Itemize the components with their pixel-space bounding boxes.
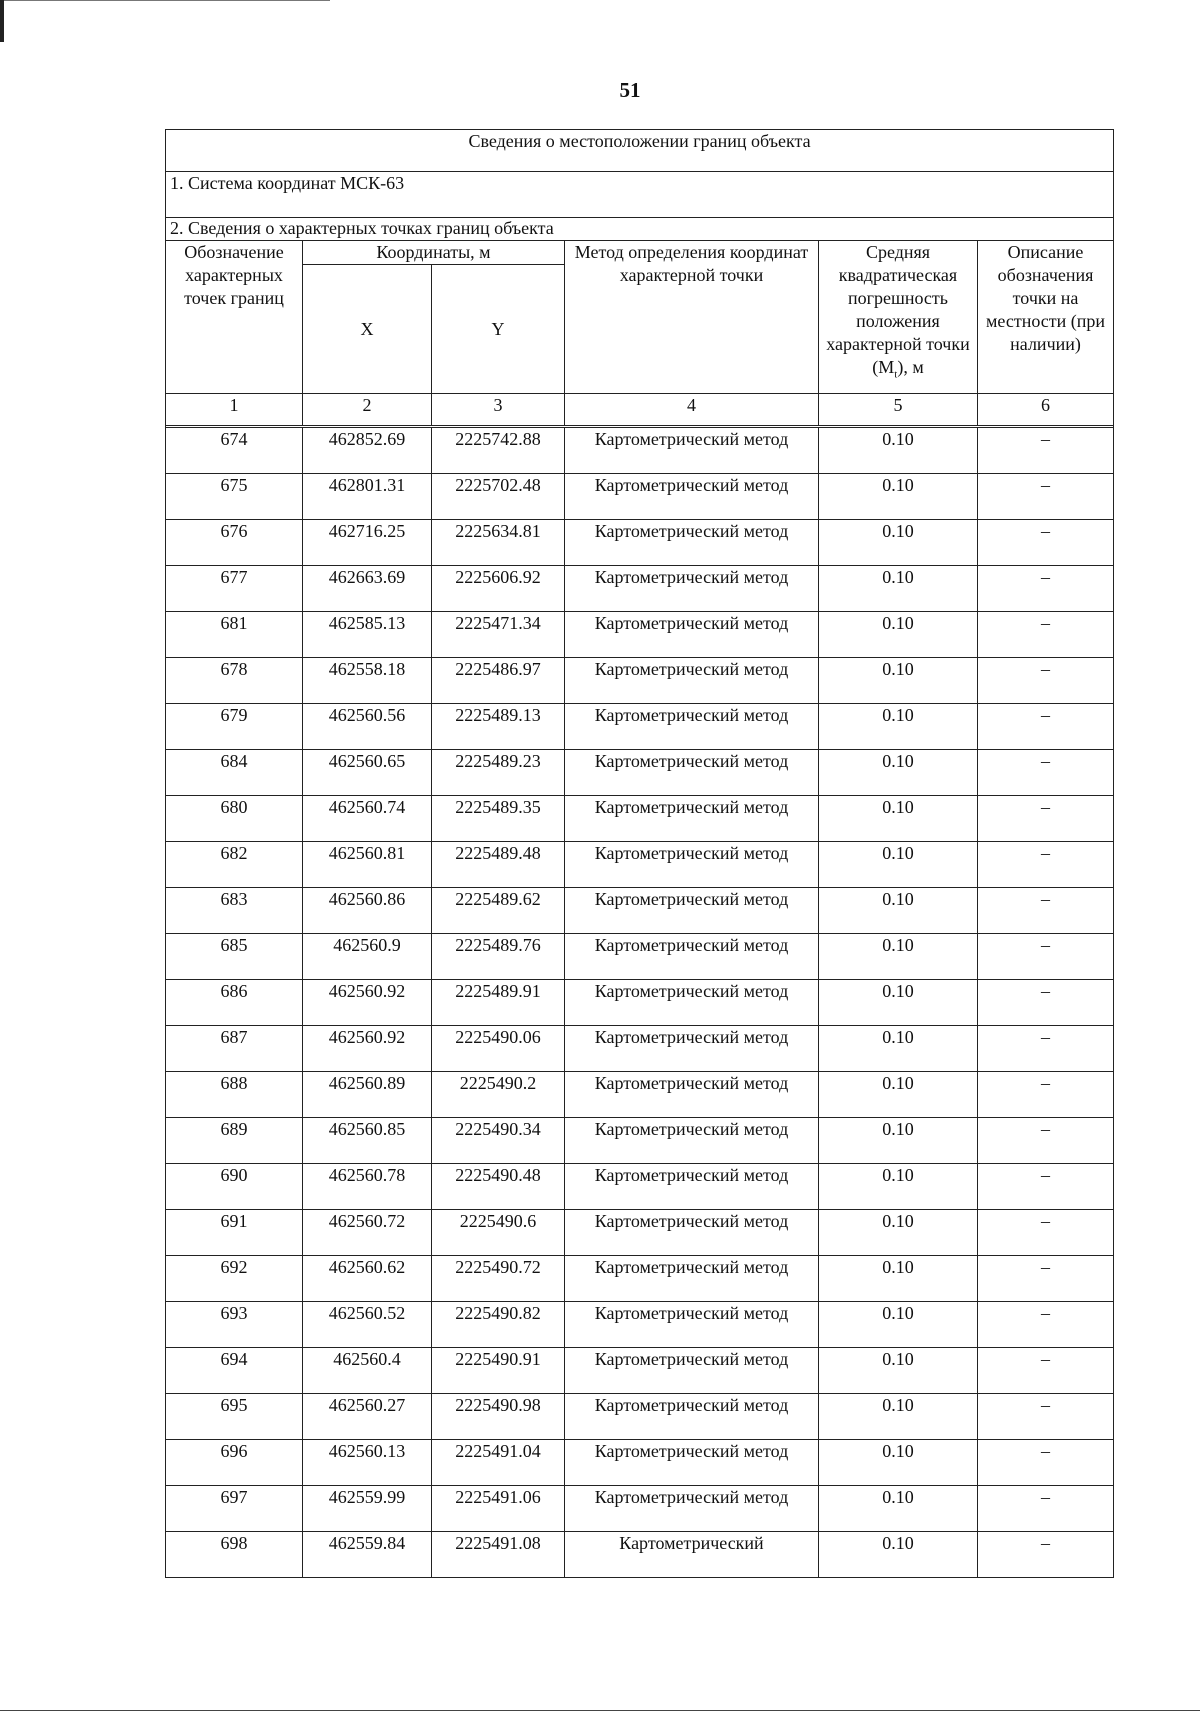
error-cell: 0.10	[819, 934, 978, 980]
x-cell: 462560.52	[303, 1302, 432, 1348]
error-cell: 0.10	[819, 612, 978, 658]
error-cell: 0.10	[819, 842, 978, 888]
table-row	[166, 1256, 1114, 1302]
column-number: 2	[303, 394, 432, 426]
method-cell: Картометрический метод	[565, 750, 819, 796]
y-cell: 2225489.13	[432, 704, 565, 750]
header-point-designation: Обозначение характерных точек границ	[166, 241, 303, 394]
error-cell: 0.10	[819, 1026, 978, 1072]
point-cell: 687	[166, 1026, 303, 1072]
method-cell: Картометрический метод	[565, 1440, 819, 1486]
y-cell: 2225489.91	[432, 980, 565, 1026]
page-number: 51	[619, 78, 641, 102]
description-cell: –	[978, 612, 1114, 658]
method-cell: Картометрический метод	[565, 1302, 819, 1348]
point-cell: 685	[166, 934, 303, 980]
table-row	[166, 428, 1114, 474]
description-cell: –	[978, 520, 1114, 566]
coordinate-system: 1. Система координат МСК-63	[166, 172, 1114, 218]
y-cell: 2225490.48	[432, 1164, 565, 1210]
point-cell: 698	[166, 1532, 303, 1578]
error-cell: 0.10	[819, 566, 978, 612]
method-cell: Картометрический	[565, 1532, 819, 1578]
column-number: 1	[166, 394, 303, 426]
x-cell: 462560.4	[303, 1348, 432, 1394]
y-cell: 2225490.91	[432, 1348, 565, 1394]
error-cell: 0.10	[819, 796, 978, 842]
y-cell: 2225489.62	[432, 888, 565, 934]
x-cell: 462852.69	[303, 428, 432, 474]
x-cell: 462560.65	[303, 750, 432, 796]
point-cell: 690	[166, 1164, 303, 1210]
point-cell: 688	[166, 1072, 303, 1118]
y-cell: 2225471.34	[432, 612, 565, 658]
y-cell: 2225606.92	[432, 566, 565, 612]
method-cell: Картометрический метод	[565, 980, 819, 1026]
x-cell: 462560.78	[303, 1164, 432, 1210]
x-cell: 462560.92	[303, 1026, 432, 1072]
section-heading: 2. Сведения о характерных точках границ объекта	[166, 218, 1114, 241]
header-y: Y	[432, 265, 565, 394]
header-description: Описание обозначения точки на местности (при наличии)	[978, 241, 1114, 394]
y-cell: 2225490.6	[432, 1210, 565, 1256]
table-row	[166, 474, 1114, 520]
x-cell: 462560.72	[303, 1210, 432, 1256]
x-cell: 462560.92	[303, 980, 432, 1026]
error-cell: 0.10	[819, 888, 978, 934]
point-cell: 681	[166, 612, 303, 658]
y-cell: 2225491.04	[432, 1440, 565, 1486]
method-cell: Картометрический метод	[565, 1348, 819, 1394]
error-cell: 0.10	[819, 474, 978, 520]
table-row	[166, 1210, 1114, 1256]
method-cell: Картометрический метод	[565, 566, 819, 612]
y-cell: 2225489.76	[432, 934, 565, 980]
table-row	[166, 658, 1114, 704]
description-cell: –	[978, 1486, 1114, 1532]
error-cell: 0.10	[819, 750, 978, 796]
description-cell: –	[978, 1348, 1114, 1394]
y-cell: 2225489.35	[432, 796, 565, 842]
y-cell: 2225489.48	[432, 842, 565, 888]
method-cell: Картометрический метод	[565, 474, 819, 520]
x-cell: 462558.18	[303, 658, 432, 704]
point-cell: 696	[166, 1440, 303, 1486]
scan-edge-mark	[0, 0, 4, 42]
method-cell: Картометрический метод	[565, 888, 819, 934]
x-cell: 462560.27	[303, 1394, 432, 1440]
scan-top-rule	[0, 0, 330, 1]
point-cell: 697	[166, 1486, 303, 1532]
y-cell: 2225702.48	[432, 474, 565, 520]
x-cell: 462560.9	[303, 934, 432, 980]
description-cell: –	[978, 1118, 1114, 1164]
description-cell: –	[978, 1256, 1114, 1302]
description-cell: –	[978, 1302, 1114, 1348]
table-row	[166, 796, 1114, 842]
error-cell: 0.10	[819, 1440, 978, 1486]
x-cell: 462560.81	[303, 842, 432, 888]
y-cell: 2225634.81	[432, 520, 565, 566]
method-cell: Картометрический метод	[565, 612, 819, 658]
table-row	[166, 1394, 1114, 1440]
description-cell: –	[978, 750, 1114, 796]
method-cell: Картометрический метод	[565, 704, 819, 750]
method-cell: Картометрический метод	[565, 1486, 819, 1532]
x-cell: 462560.74	[303, 796, 432, 842]
error-cell: 0.10	[819, 1210, 978, 1256]
point-cell: 675	[166, 474, 303, 520]
description-cell: –	[978, 474, 1114, 520]
y-cell: 2225486.97	[432, 658, 565, 704]
method-cell: Картометрический метод	[565, 658, 819, 704]
method-cell: Картометрический метод	[565, 428, 819, 474]
method-cell: Картометрический метод	[565, 934, 819, 980]
description-cell: –	[978, 428, 1114, 474]
error-cell: 0.10	[819, 1164, 978, 1210]
x-cell: 462663.69	[303, 566, 432, 612]
y-cell: 2225491.06	[432, 1486, 565, 1532]
column-number: 3	[432, 394, 565, 426]
error-cell: 0.10	[819, 428, 978, 474]
header-error: Средняя квадратическая погрешность положения характерной точки $(M_t)$, м	[819, 241, 978, 394]
description-cell: –	[978, 566, 1114, 612]
x-cell: 462560.86	[303, 888, 432, 934]
x-cell: 462560.13	[303, 1440, 432, 1486]
description-cell: –	[978, 1394, 1114, 1440]
table-row	[166, 1026, 1114, 1072]
description-cell: –	[978, 658, 1114, 704]
header-coordinates: Координаты, м	[303, 241, 565, 265]
table-row	[166, 1164, 1114, 1210]
x-cell: 462559.84	[303, 1532, 432, 1578]
method-cell: Картометрический метод	[565, 520, 819, 566]
y-cell: 2225490.34	[432, 1118, 565, 1164]
error-cell: 0.10	[819, 704, 978, 750]
point-cell: 689	[166, 1118, 303, 1164]
table-row	[166, 566, 1114, 612]
point-cell: 683	[166, 888, 303, 934]
table-row	[166, 1072, 1114, 1118]
point-cell: 691	[166, 1210, 303, 1256]
error-cell: 0.10	[819, 1072, 978, 1118]
method-cell: Картометрический метод	[565, 796, 819, 842]
point-cell: 680	[166, 796, 303, 842]
y-cell: 2225491.08	[432, 1532, 565, 1578]
error-cell: 0.10	[819, 1118, 978, 1164]
table-title: Сведения о местоположении границ объекта	[166, 130, 1114, 172]
y-cell: 2225490.72	[432, 1256, 565, 1302]
x-cell: 462560.56	[303, 704, 432, 750]
error-cell: 0.10	[819, 1348, 978, 1394]
x-cell: 462559.99	[303, 1486, 432, 1532]
error-cell: 0.10	[819, 1486, 978, 1532]
boundary-points-table	[165, 129, 1114, 1578]
point-cell: 686	[166, 980, 303, 1026]
table-row	[166, 934, 1114, 980]
method-cell: Картометрический метод	[565, 1118, 819, 1164]
description-cell: –	[978, 842, 1114, 888]
table-row	[166, 1302, 1114, 1348]
table-row	[166, 888, 1114, 934]
x-cell: 462560.62	[303, 1256, 432, 1302]
method-cell: Картометрический метод	[565, 1256, 819, 1302]
description-cell: –	[978, 980, 1114, 1026]
description-cell: –	[978, 888, 1114, 934]
x-cell: 462560.89	[303, 1072, 432, 1118]
scan-bottom-rule	[0, 1710, 1200, 1711]
method-cell: Картометрический метод	[565, 1210, 819, 1256]
table-row	[166, 1118, 1114, 1164]
point-cell: 695	[166, 1394, 303, 1440]
table-row	[166, 980, 1114, 1026]
description-cell: –	[978, 1164, 1114, 1210]
description-cell: –	[978, 1072, 1114, 1118]
table-row	[166, 1440, 1114, 1486]
column-number: 6	[978, 394, 1114, 426]
error-cell: 0.10	[819, 520, 978, 566]
error-cell: 0.10	[819, 980, 978, 1026]
table-row	[166, 1532, 1114, 1578]
table-row	[166, 750, 1114, 796]
description-cell: –	[978, 1440, 1114, 1486]
error-cell: 0.10	[819, 1532, 978, 1578]
point-cell: 684	[166, 750, 303, 796]
x-cell: 462801.31	[303, 474, 432, 520]
error-cell: 0.10	[819, 658, 978, 704]
error-cell: 0.10	[819, 1394, 978, 1440]
table-row	[166, 1486, 1114, 1532]
point-cell: 693	[166, 1302, 303, 1348]
y-cell: 2225490.06	[432, 1026, 565, 1072]
point-cell: 678	[166, 658, 303, 704]
y-cell: 2225490.98	[432, 1394, 565, 1440]
column-number: 4	[565, 394, 819, 426]
header-method: Метод определения координат характерной точки	[565, 241, 819, 394]
table-row	[166, 704, 1114, 750]
description-cell: –	[978, 1532, 1114, 1578]
description-cell: –	[978, 796, 1114, 842]
table-row	[166, 612, 1114, 658]
description-cell: –	[978, 1026, 1114, 1072]
method-cell: Картометрический метод	[565, 1394, 819, 1440]
error-cell: 0.10	[819, 1302, 978, 1348]
header-x: X	[303, 265, 432, 394]
x-cell: 462560.85	[303, 1118, 432, 1164]
table-row	[166, 842, 1114, 888]
column-number: 5	[819, 394, 978, 426]
point-cell: 694	[166, 1348, 303, 1394]
method-cell: Картометрический метод	[565, 1164, 819, 1210]
point-cell: 682	[166, 842, 303, 888]
description-cell: –	[978, 1210, 1114, 1256]
point-cell: 677	[166, 566, 303, 612]
error-cell: 0.10	[819, 1256, 978, 1302]
table-row	[166, 1348, 1114, 1394]
y-cell: 2225490.82	[432, 1302, 565, 1348]
y-cell: 2225490.2	[432, 1072, 565, 1118]
method-cell: Картометрический метод	[565, 1026, 819, 1072]
y-cell: 2225489.23	[432, 750, 565, 796]
x-cell: 462716.25	[303, 520, 432, 566]
point-cell: 676	[166, 520, 303, 566]
method-cell: Картометрический метод	[565, 1072, 819, 1118]
table-row	[166, 520, 1114, 566]
point-cell: 679	[166, 704, 303, 750]
y-cell: 2225742.88	[432, 428, 565, 474]
point-cell: 674	[166, 428, 303, 474]
description-cell: –	[978, 704, 1114, 750]
x-cell: 462585.13	[303, 612, 432, 658]
description-cell: –	[978, 934, 1114, 980]
method-cell: Картометрический метод	[565, 842, 819, 888]
point-cell: 692	[166, 1256, 303, 1302]
